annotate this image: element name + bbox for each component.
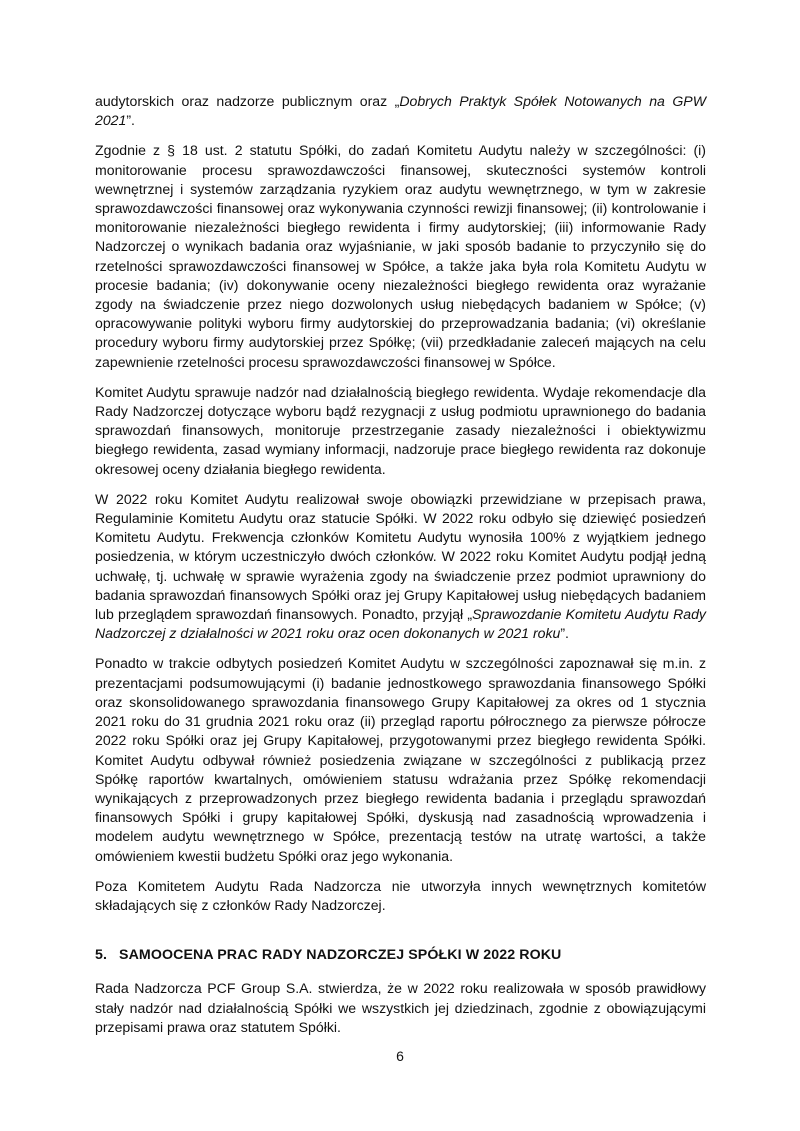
paragraph-auditor-supervision: Komitet Audytu sprawuje nadzór nad działalnością biegłego rewidenta. Wydaje rekomendacje dla Rady Nadzorczej dotyczące wyboru bądź rezygnacji z usług podmiotu uprawnionego do badania sprawozdań finansowych, monitoruje przestrzeganie zasady niezależności i obiektywizmu biegłego rewidenta, zasad wymiany informacji, nadzoruje prace biegłego rewidenta raz dokonuje okresowej oceny działania biegłego rewidenta. — [95, 383, 706, 477]
paragraph-text: ”. — [126, 112, 135, 129]
paragraph-text: audytorskich oraz nadzorze publicznym oraz „ — [95, 93, 400, 109]
paragraph-text: W 2022 roku Komitet Audytu realizował swoje obowiązki przewidziane w przepisach prawa, Regulaminie Komitetu Audytu oraz statucie Spółki. W 2022 roku odbyło się dziewięć posiedzeń Komitetu Audytu. Frekwencja członków Komitetu Audytu wynosiła 100% z wyjątkiem jednego posiedzenia, w którym uczestniczyło dwóch członków. W 2022 roku Komitet Audytu podjął jedną uchwałę, tj. uchwałę w sprawie wyrażenia zgody na świadczenie przez podmiot uprawniony do badania sprawozdań finansowych Spółki oraz jej Grupy Kapitałowej usług niebędących badaniem lub przeglądem sprawozdań finansowych. Ponadto, przyjął „ — [95, 490, 706, 623]
section-number: 5. — [95, 947, 108, 964]
paragraph-audit-committee-tasks: Zgodnie z § 18 ust. 2 statutu Spółki, do zadań Komitetu Audytu należy w szczególności: (i) monitorowanie procesu sprawozdawczości finansowej, skuteczności systemów kontroli wewnętrznej i systemów zarządzania ryzykiem oraz audytu wewnętrznego, w tym w zakresie sprawozdawczości finansowej oraz wykonywania czynności rewizji finansowej; (ii) kontrolowanie i monitorowanie niezależności biegłego rewidenta i firmy audytorskiej; (iii) informowanie Rady Nadzorczej o wynikach badania oraz wyjaśnianie, w jaki sposób badanie to przyczyniło się do rzetelności sprawozdawczości finansowej w Spółce, a także jaka była rola Komitetu Audytu w procesie badania; (iv) dokonywanie oceny niezależności biegłego rewidenta oraz wyrażanie zgody na świadczenie przez niego dozwolonych usług niebędących badaniem w Spółce; (v) opracowywanie polityki wyboru firmy audytorskiej do przeprowadzania badania; (vi) określanie procedury wyboru firmy audytorskiej przez Spółkę; (vii) przedkładanie zaleceń mających na celu zapewnienie rzetelności procesu sprawozdawczości finansowej w Spółce. — [95, 142, 706, 370]
document-page — [95, 92, 706, 1048]
italic-title: Sprawozdanie Komitetu Audytu Rady Nadzorczej z działalności w 2021 roku oraz ocen dokonanych w 2021 roku — [95, 606, 706, 642]
paragraph-good-practices — [95, 92, 706, 130]
paragraph-2022-activities — [95, 490, 706, 644]
paragraph-self-assessment: Rada Nadzorcza PCF Group S.A. stwierdza, że w 2022 roku realizowała w sposób prawidłowy stały nadzór nad działalnością Spółki we wszystkich jej dziedzinach, zgodnie z obowiązującymi przepisami prawa oraz statutem Spółki. — [95, 980, 706, 1035]
paragraph-text: ”. — [560, 625, 569, 642]
section-title: SAMOOCENA PRAC RADY NADZORCZEJ SPÓŁKI W 2022 ROKU — [119, 947, 562, 964]
italic-title: Dobrych Praktyk Spółek Notowanych na GPW 2021 — [95, 93, 706, 129]
section-heading — [95, 946, 706, 965]
page-number: 6 — [396, 1048, 404, 1064]
paragraph-meetings-details: Ponadto w trakcie odbytych posiedzeń Komitet Audytu w szczególności zapoznawał się m.in. z prezentacjami podsumowującymi (i) badanie jednostkowego sprawozdania finansowego Spółki oraz skonsolidowanego sprawozdania finansowego Grupy Kapitałowej za okres od 1 stycznia 2021 roku do 31 grudnia 2021 roku oraz (ii) przegląd raportu półrocznego za pierwsze półrocze 2022 roku Spółki oraz jej Grupy Kapitałowej, przygotowanymi przez biegłego rewidenta Spółki. Komitet Audytu odbywał również posiedzenia związane w szczególności z publikacją przez Spółkę raportów kwartalnych, omówieniem statusu wdrażania przez Spółkę rekomendacji wynikających z przeprowadzonych przez biegłego rewidenta badania i przeglądu sprawozdań finansowych Spółki i grupy kapitałowej Spółki, dyskusją nad zasadnością wprowadzenia i modelem audytu wewnętrznego w Spółce, prezentacją testów na utratę wartości, a także omówieniem kwestii budżetu Spółki oraz jego wykonania. — [95, 655, 706, 864]
paragraph-other-committees: Poza Komitetem Audytu Rada Nadzorcza nie utworzyła innych wewnętrznych komitetów składających się z członków Rady Nadzorczej. — [95, 877, 706, 913]
